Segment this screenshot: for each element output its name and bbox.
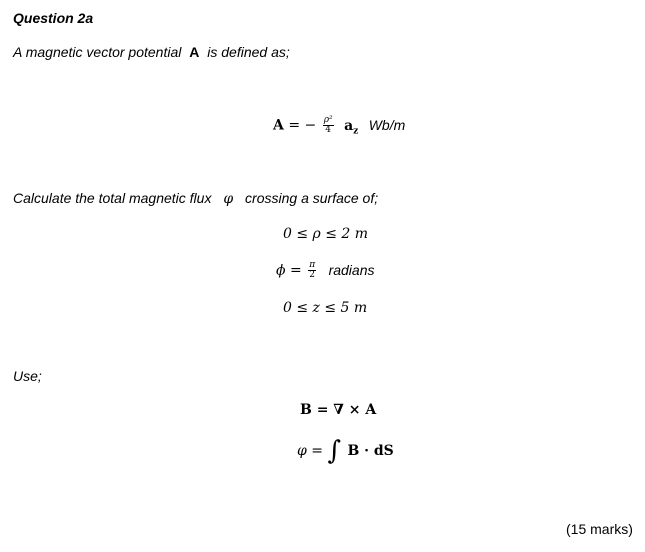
condition-phi-fraction [308, 261, 316, 280]
intro-suffix: is defined as; [207, 44, 290, 60]
condition-phi-lhs: ϕ = [276, 262, 302, 279]
condition-rho [283, 226, 368, 242]
vector-potential-symbol: A [189, 44, 200, 60]
unit-vector-subscript: z [353, 126, 359, 137]
intro-prefix: A magnetic vector potential [13, 44, 182, 60]
curl-formula: B = ∇ × A [300, 402, 377, 418]
condition-phi [276, 261, 374, 280]
flux-formula-rhs: B · dS [347, 443, 394, 459]
equation-vector-potential [273, 116, 405, 136]
equation-unit: Wb/m [368, 116, 406, 133]
condition-z-text: 0 ≤ z ≤ 5 m [283, 300, 368, 316]
calculate-sentence [13, 190, 378, 207]
phi-denominator: 2 [309, 270, 316, 280]
phi-unit: radians [328, 261, 375, 278]
fraction-denominator: 4 [325, 125, 332, 135]
condition-z [283, 300, 367, 316]
equation-equals-minus: = − [288, 117, 317, 134]
use-label: Use; [13, 368, 42, 384]
question-title: Question 2a [13, 10, 94, 26]
unit-vector: a [344, 117, 354, 134]
condition-rho-text: 0 ≤ ρ ≤ 2 m [283, 226, 369, 242]
equation-lhs: A [273, 117, 284, 134]
calc-suffix: crossing a surface of; [245, 190, 379, 206]
fraction-numerator: ρ² [323, 115, 333, 125]
flux-formula-lhs: φ = [297, 443, 323, 459]
phi-numerator: π [309, 260, 316, 270]
marks-label: (15 marks) [566, 521, 633, 537]
calc-prefix: Calculate the total magnetic flux [13, 190, 212, 206]
flux-symbol: φ [223, 191, 234, 207]
equation-fraction [323, 116, 334, 135]
intro-sentence [13, 44, 290, 60]
integral-sign: ∫ [327, 436, 341, 466]
flux-formula [297, 436, 394, 466]
